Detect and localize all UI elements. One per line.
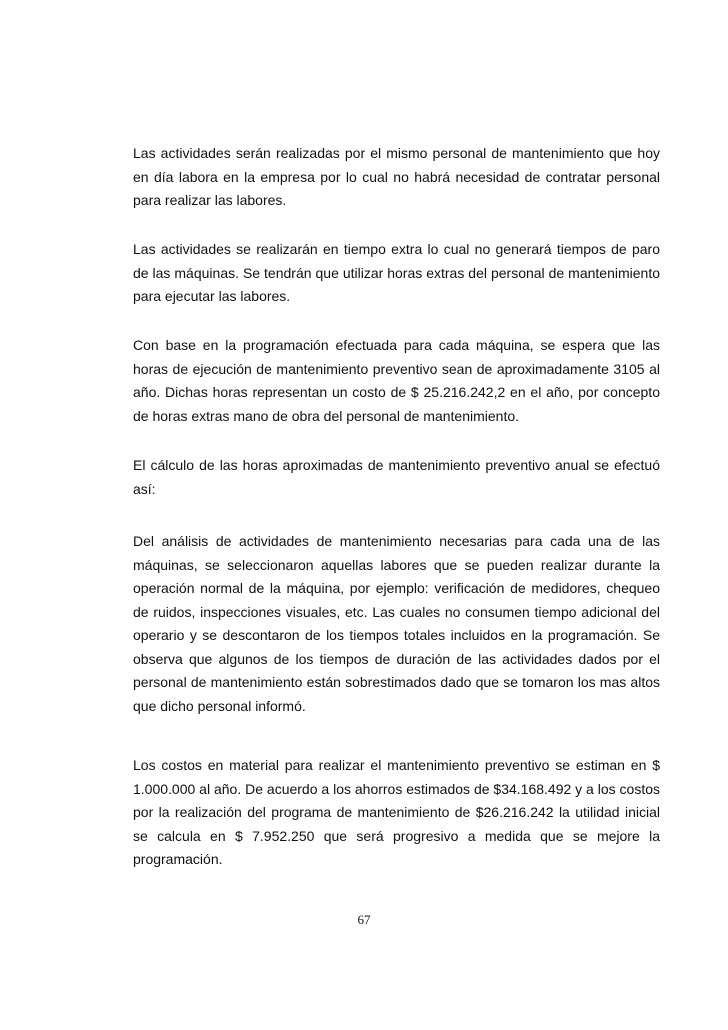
paragraph-costos: Los costos en material para realizar el mantenimiento preventivo se estiman en $ 1.000.000 al año. De acuerdo a los ahorros estimados de $34.168.492 y a los costos por la realización del programa de mantenimiento de $26.216.242 la utilidad inicial se calcula en $ 7.952.250 que será progresivo a medida que se mejore la programación. (133, 757, 660, 867)
paragraph-tiempo-extra: Las actividades se realizarán en tiempo extra lo cual no generará tiempos de paro de las máquinas. Se tendrán que utilizar horas extras del personal de mantenimiento para ejecutar las labores. (133, 241, 660, 304)
paragraph-personal: Las actividades serán realizadas por el mismo personal de mantenimiento que hoy en día labora en la empresa por lo cual no habrá necesidad de contratar personal para realizar las labores. (133, 145, 660, 208)
paragraph-analisis: Del análisis de actividades de mantenimiento necesarias para cada una de las máquinas, se seleccionaron aquellas labores que se pueden realizar durante la operación normal de la máquina, por ejemplo: verificación de medidores, chequeo de ruidos, inspecciones visuales, etc. Las cuales no consumen tiempo adicional del operario y se descontaron de los tiempos totales incluidos en la programación. Se observa que algunos de los tiempos de duración de las actividades dados por el personal de mantenimiento están sobrestimados dado que se tomaron los mas altos que dicho personal informó. (133, 533, 660, 714)
paragraph-programacion: Con base en la programación efectuada para cada máquina, se espera que las horas de ejecución de mantenimiento preventivo sean de aproximadamente 3105 al año. Dichas horas representan un costo de $ 25.216.242,2 en el año, por concepto de horas extras mano de obra del personal de mantenimiento. (133, 337, 660, 424)
paragraph-calculo: El cálculo de las horas aproximadas de mantenimiento preventivo anual se efectuó así: (133, 457, 660, 497)
page-number: 67 (357, 912, 371, 927)
